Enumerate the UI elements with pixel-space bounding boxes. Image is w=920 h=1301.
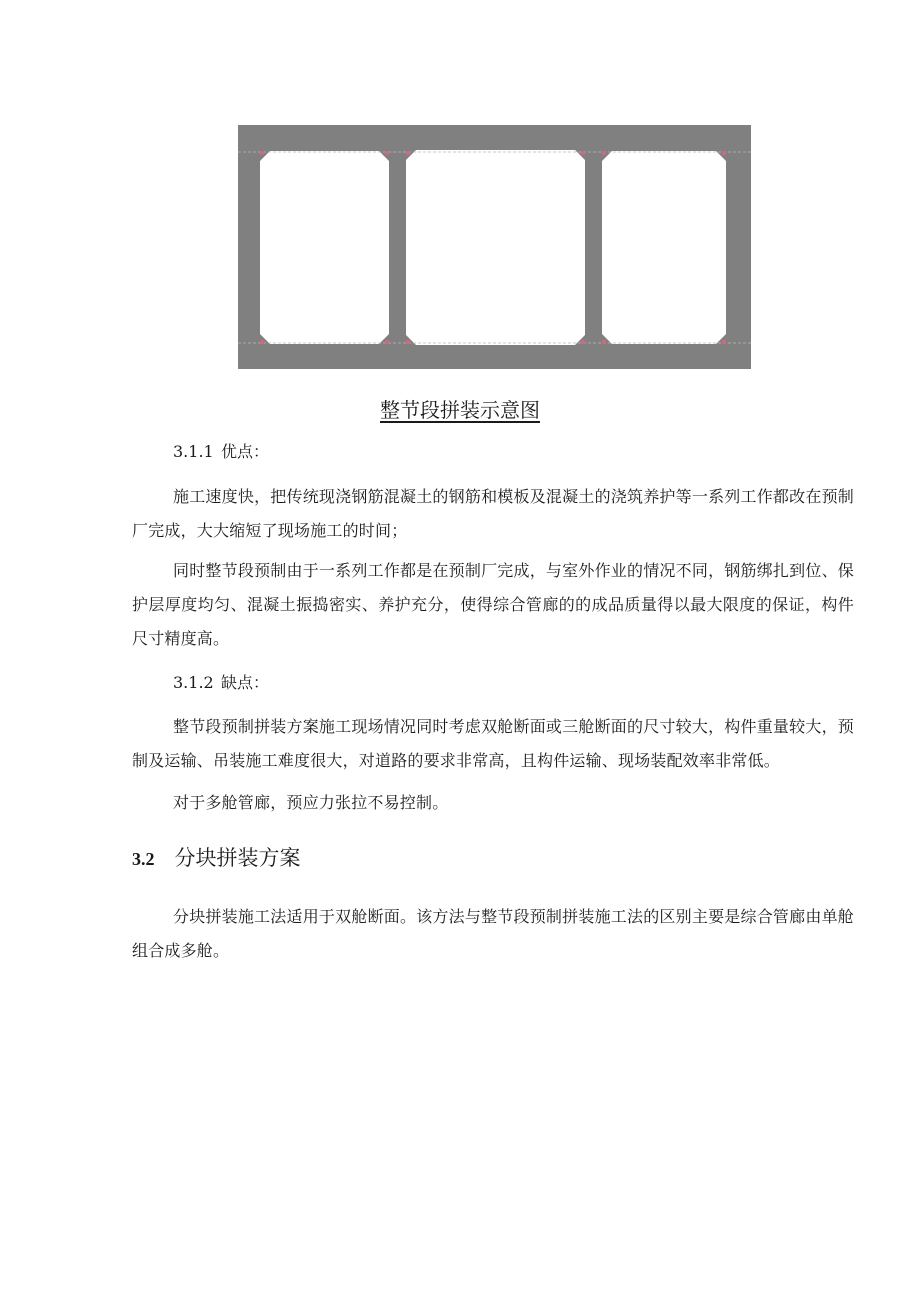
subsection-number: 3.1.1	[173, 442, 214, 461]
section-heading-3-2	[132, 842, 301, 872]
subsection-title: 缺点：	[221, 673, 270, 692]
subsection-number: 3.1.2	[173, 673, 214, 692]
figure-caption: 整节段拼装示意图	[380, 398, 540, 422]
subsection-title: 优点：	[221, 442, 270, 461]
paragraph-disadvantages-1: 整节段预制拼装方案施工现场情况同时考虑双舱断面或三舱断面的尺寸较大，构件重量较大，预制及运输、吊装施工难度很大，对道路的要求非常高，且构件运输、现场装配效率非常低。	[132, 717, 854, 770]
cell-middle	[406, 150, 585, 345]
section-title: 分块拼装方案	[174, 846, 301, 870]
paragraph-block-assembly: 分块拼装施工法适用于双舱断面。该方法与整节段预制拼装施工法的区别主要是综合管廊由单舱组合成多舱。	[132, 907, 854, 960]
subsection-heading-3-1-1	[173, 439, 269, 462]
cell-right	[602, 151, 726, 344]
cell-left	[260, 151, 389, 344]
subsection-heading-3-1-2	[173, 670, 269, 693]
paragraph-advantages-1: 施工速度快，把传统现浇钢筋混凝土的钢筋和模板及混凝土的浇筑养护等一系列工作都改在预制厂完成，大大缩短了现场施工的时间；	[132, 487, 854, 540]
section-number: 3.2	[132, 849, 155, 869]
paragraph-disadvantages-2: 对于多舱管廊，预应力张拉不易控制。	[173, 793, 449, 812]
cross-section-diagram	[238, 125, 751, 369]
paragraph-advantages-2: 同时整节段预制由于一系列工作都是在预制厂完成，与室外作业的情况不同，钢筋绑扎到位、保护层厚度均匀、混凝土振捣密实、养护充分，使得综合管廊的的成品质量得以最大限度的保证，构件尺寸精度高。	[132, 561, 854, 648]
